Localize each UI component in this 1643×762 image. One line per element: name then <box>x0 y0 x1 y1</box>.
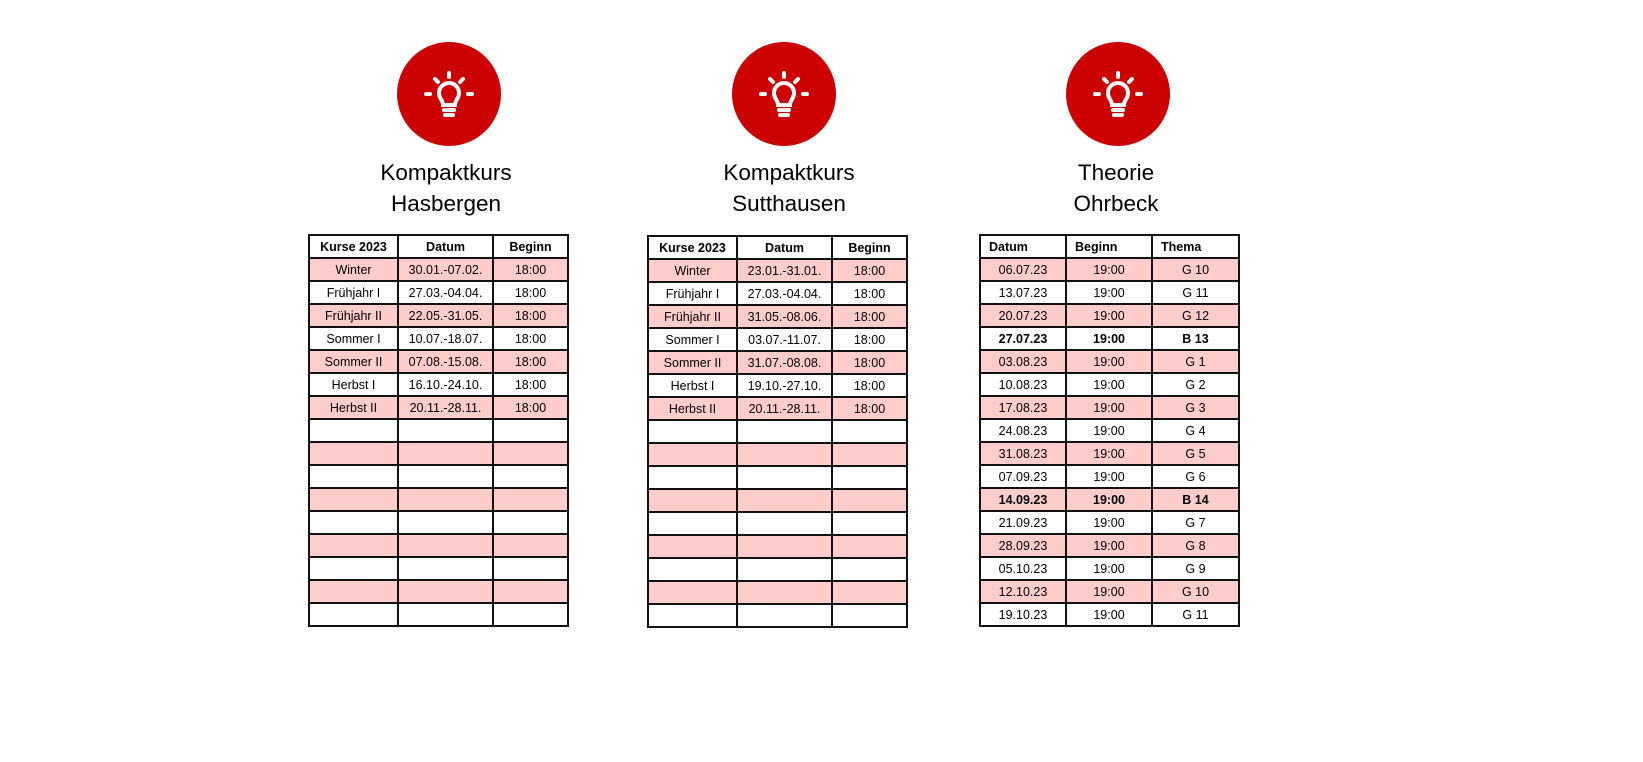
table-row <box>309 557 568 580</box>
table-cell: G 9 <box>1152 557 1239 580</box>
table-cell: 19:00 <box>1066 511 1152 534</box>
table-cell: 27.07.23 <box>980 327 1066 350</box>
table-row <box>980 511 1239 534</box>
table-cell: Winter <box>309 258 398 281</box>
table-cell <box>309 488 398 511</box>
table-cell: 19:00 <box>1066 327 1152 350</box>
table-cell: Herbst II <box>648 397 737 420</box>
column-header: Beginn <box>1066 235 1152 258</box>
table-row <box>309 373 568 396</box>
table-cell: 19:00 <box>1066 373 1152 396</box>
table-cell: G 4 <box>1152 419 1239 442</box>
table-cell <box>493 465 568 488</box>
table-row <box>980 465 1239 488</box>
table-cell <box>737 466 832 489</box>
table-row <box>309 442 568 465</box>
table-cell: 28.09.23 <box>980 534 1066 557</box>
table-row <box>980 442 1239 465</box>
table-cell: Sommer II <box>309 350 398 373</box>
table-row <box>309 327 568 350</box>
table-cell: 18:00 <box>832 282 907 305</box>
table-row <box>648 282 907 305</box>
table-row <box>648 351 907 374</box>
column-header: Beginn <box>493 235 568 258</box>
table-cell <box>493 511 568 534</box>
schedule-table-sutthausen <box>647 235 908 628</box>
table-cell <box>398 557 493 580</box>
table-cell: Frühjahr I <box>309 281 398 304</box>
table-row <box>309 350 568 373</box>
table-cell <box>398 488 493 511</box>
table-row <box>648 512 907 535</box>
table-row <box>980 557 1239 580</box>
table-cell <box>309 511 398 534</box>
table-cell <box>398 603 493 626</box>
table-cell: 18:00 <box>832 351 907 374</box>
table-row <box>648 466 907 489</box>
table-cell: Herbst II <box>309 396 398 419</box>
table-cell: Frühjahr II <box>648 305 737 328</box>
table-cell: 24.08.23 <box>980 419 1066 442</box>
table-cell <box>309 419 398 442</box>
table-row <box>980 580 1239 603</box>
column-header: Kurse 2023 <box>648 236 737 259</box>
table-cell: 18:00 <box>493 396 568 419</box>
table-cell: Frühjahr II <box>309 304 398 327</box>
table-row <box>648 489 907 512</box>
table-cell: 18:00 <box>493 304 568 327</box>
table-cell: 19:00 <box>1066 465 1152 488</box>
table-cell: 18:00 <box>493 258 568 281</box>
column-header: Datum <box>737 236 832 259</box>
table-header-row <box>980 235 1239 258</box>
table-row <box>309 511 568 534</box>
table-cell <box>398 465 493 488</box>
table-cell: 18:00 <box>832 305 907 328</box>
table-cell <box>309 580 398 603</box>
table-cell <box>648 420 737 443</box>
table-row <box>980 327 1239 350</box>
table-cell <box>648 558 737 581</box>
table-cell <box>832 489 907 512</box>
column-header: Kurse 2023 <box>309 235 398 258</box>
table-cell: 31.08.23 <box>980 442 1066 465</box>
table-cell: G 2 <box>1152 373 1239 396</box>
table-cell <box>737 581 832 604</box>
table-cell: 18:00 <box>832 328 907 351</box>
table-cell <box>737 535 832 558</box>
column-header: Datum <box>980 235 1066 258</box>
table-cell <box>648 466 737 489</box>
column-header: Thema <box>1152 235 1239 258</box>
table-row <box>648 443 907 466</box>
table-cell <box>648 489 737 512</box>
table-cell <box>309 442 398 465</box>
table-cell: G 1 <box>1152 350 1239 373</box>
table-cell: 07.09.23 <box>980 465 1066 488</box>
table-cell <box>493 534 568 557</box>
table-row <box>309 396 568 419</box>
table-cell: 20.11.-28.11. <box>398 396 493 419</box>
table-cell: Sommer I <box>309 327 398 350</box>
table-row <box>648 558 907 581</box>
table-cell <box>832 535 907 558</box>
table-row <box>309 465 568 488</box>
table-cell: G 3 <box>1152 396 1239 419</box>
table-cell: 20.11.-28.11. <box>737 397 832 420</box>
table-cell: 19:00 <box>1066 488 1152 511</box>
table-cell <box>398 580 493 603</box>
table-row <box>309 281 568 304</box>
table-row <box>980 534 1239 557</box>
table-cell <box>832 558 907 581</box>
table-cell: 19:00 <box>1066 580 1152 603</box>
column-header: Beginn <box>832 236 907 259</box>
table-cell <box>832 581 907 604</box>
table-cell: 03.08.23 <box>980 350 1066 373</box>
table-cell: 06.07.23 <box>980 258 1066 281</box>
table-cell: 27.03.-04.04. <box>398 281 493 304</box>
table-cell: 30.01.-07.02. <box>398 258 493 281</box>
table-cell: 07.08.-15.08. <box>398 350 493 373</box>
column-header: Datum <box>398 235 493 258</box>
table-cell: 19:00 <box>1066 281 1152 304</box>
table-cell <box>493 603 568 626</box>
table-cell: 14.09.23 <box>980 488 1066 511</box>
table-cell <box>398 419 493 442</box>
table-cell: 19:00 <box>1066 534 1152 557</box>
table-row <box>648 259 907 282</box>
table-cell: G 7 <box>1152 511 1239 534</box>
table-cell <box>493 419 568 442</box>
table-cell <box>398 511 493 534</box>
table-cell <box>309 603 398 626</box>
table-cell <box>832 512 907 535</box>
table-cell <box>648 535 737 558</box>
table-cell: 27.03.-04.04. <box>737 282 832 305</box>
table-cell: 19:00 <box>1066 603 1152 626</box>
table-row <box>648 420 907 443</box>
table-cell: 18:00 <box>493 350 568 373</box>
table-cell: B 13 <box>1152 327 1239 350</box>
table-cell: 17.08.23 <box>980 396 1066 419</box>
table-cell: 10.08.23 <box>980 373 1066 396</box>
table-row <box>980 419 1239 442</box>
table-cell <box>737 512 832 535</box>
table-cell: 31.07.-08.08. <box>737 351 832 374</box>
table-cell: Herbst I <box>309 373 398 396</box>
lightbulb-icon <box>732 42 836 146</box>
table-cell <box>832 443 907 466</box>
lightbulb-icon <box>397 42 501 146</box>
table-cell <box>648 443 737 466</box>
table-cell <box>309 534 398 557</box>
table-row <box>980 258 1239 281</box>
table-cell <box>737 604 832 627</box>
table-cell <box>493 442 568 465</box>
table-cell: Herbst I <box>648 374 737 397</box>
table-cell: Winter <box>648 259 737 282</box>
table-cell <box>737 443 832 466</box>
table-row <box>309 534 568 557</box>
table-row <box>980 350 1239 373</box>
table-row <box>648 328 907 351</box>
table-cell <box>309 557 398 580</box>
table-row <box>648 397 907 420</box>
table-row <box>980 373 1239 396</box>
table-cell: G 10 <box>1152 580 1239 603</box>
table-cell: 19:00 <box>1066 419 1152 442</box>
table-cell: 22.05.-31.05. <box>398 304 493 327</box>
table-cell: 19:00 <box>1066 350 1152 373</box>
table-cell: Frühjahr I <box>648 282 737 305</box>
table-cell: 20.07.23 <box>980 304 1066 327</box>
table-row <box>648 535 907 558</box>
table-cell: 19.10.-27.10. <box>737 374 832 397</box>
table-cell: G 11 <box>1152 281 1239 304</box>
section-title: Kompaktkurs Sutthausen <box>723 160 855 216</box>
table-row <box>309 419 568 442</box>
table-row <box>309 488 568 511</box>
table-header-row <box>309 235 568 258</box>
table-cell: B 14 <box>1152 488 1239 511</box>
section-title: Theorie Ohrbeck <box>1073 160 1159 216</box>
table-cell: 19.10.23 <box>980 603 1066 626</box>
table-cell: 18:00 <box>832 374 907 397</box>
table-cell <box>737 558 832 581</box>
table-cell <box>648 512 737 535</box>
table-row <box>648 581 907 604</box>
table-cell <box>309 465 398 488</box>
table-cell: G 8 <box>1152 534 1239 557</box>
table-row <box>648 604 907 627</box>
table-cell: 18:00 <box>493 327 568 350</box>
table-cell: 16.10.-24.10. <box>398 373 493 396</box>
table-cell: G 11 <box>1152 603 1239 626</box>
table-cell: 03.07.-11.07. <box>737 328 832 351</box>
table-cell: 19:00 <box>1066 258 1152 281</box>
table-cell: 18:00 <box>493 373 568 396</box>
table-row <box>648 305 907 328</box>
table-cell: 19:00 <box>1066 557 1152 580</box>
table-cell <box>398 442 493 465</box>
table-cell: 18:00 <box>832 259 907 282</box>
table-cell: 23.01.-31.01. <box>737 259 832 282</box>
table-cell: Sommer II <box>648 351 737 374</box>
table-row <box>980 304 1239 327</box>
schedule-table-ohrbeck <box>979 234 1240 627</box>
table-row <box>980 396 1239 419</box>
table-cell <box>832 420 907 443</box>
table-cell <box>737 489 832 512</box>
table-cell: 12.10.23 <box>980 580 1066 603</box>
table-cell: 19:00 <box>1066 304 1152 327</box>
table-cell <box>493 488 568 511</box>
table-cell <box>648 581 737 604</box>
table-row <box>980 281 1239 304</box>
table-row <box>309 258 568 281</box>
table-cell: 21.09.23 <box>980 511 1066 534</box>
table-cell <box>648 604 737 627</box>
table-cell: G 10 <box>1152 258 1239 281</box>
table-cell: G 5 <box>1152 442 1239 465</box>
table-cell: 10.07.-18.07. <box>398 327 493 350</box>
table-cell: 18:00 <box>832 397 907 420</box>
table-cell <box>832 604 907 627</box>
table-cell: 19:00 <box>1066 442 1152 465</box>
table-cell <box>737 420 832 443</box>
table-cell <box>493 557 568 580</box>
table-cell: Sommer I <box>648 328 737 351</box>
table-cell: 05.10.23 <box>980 557 1066 580</box>
table-cell <box>493 580 568 603</box>
table-row <box>648 374 907 397</box>
table-cell: 13.07.23 <box>980 281 1066 304</box>
table-cell: G 12 <box>1152 304 1239 327</box>
table-row <box>980 603 1239 626</box>
table-row <box>309 603 568 626</box>
table-cell: G 6 <box>1152 465 1239 488</box>
table-row <box>980 488 1239 511</box>
table-cell <box>832 466 907 489</box>
lightbulb-icon <box>1066 42 1170 146</box>
table-cell: 18:00 <box>493 281 568 304</box>
table-header-row <box>648 236 907 259</box>
schedule-table-hasbergen <box>308 234 569 627</box>
table-cell: 19:00 <box>1066 396 1152 419</box>
table-cell: 31.05.-08.06. <box>737 305 832 328</box>
table-row <box>309 304 568 327</box>
table-row <box>309 580 568 603</box>
table-cell <box>398 534 493 557</box>
section-title: Kompaktkurs Hasbergen <box>380 160 512 216</box>
